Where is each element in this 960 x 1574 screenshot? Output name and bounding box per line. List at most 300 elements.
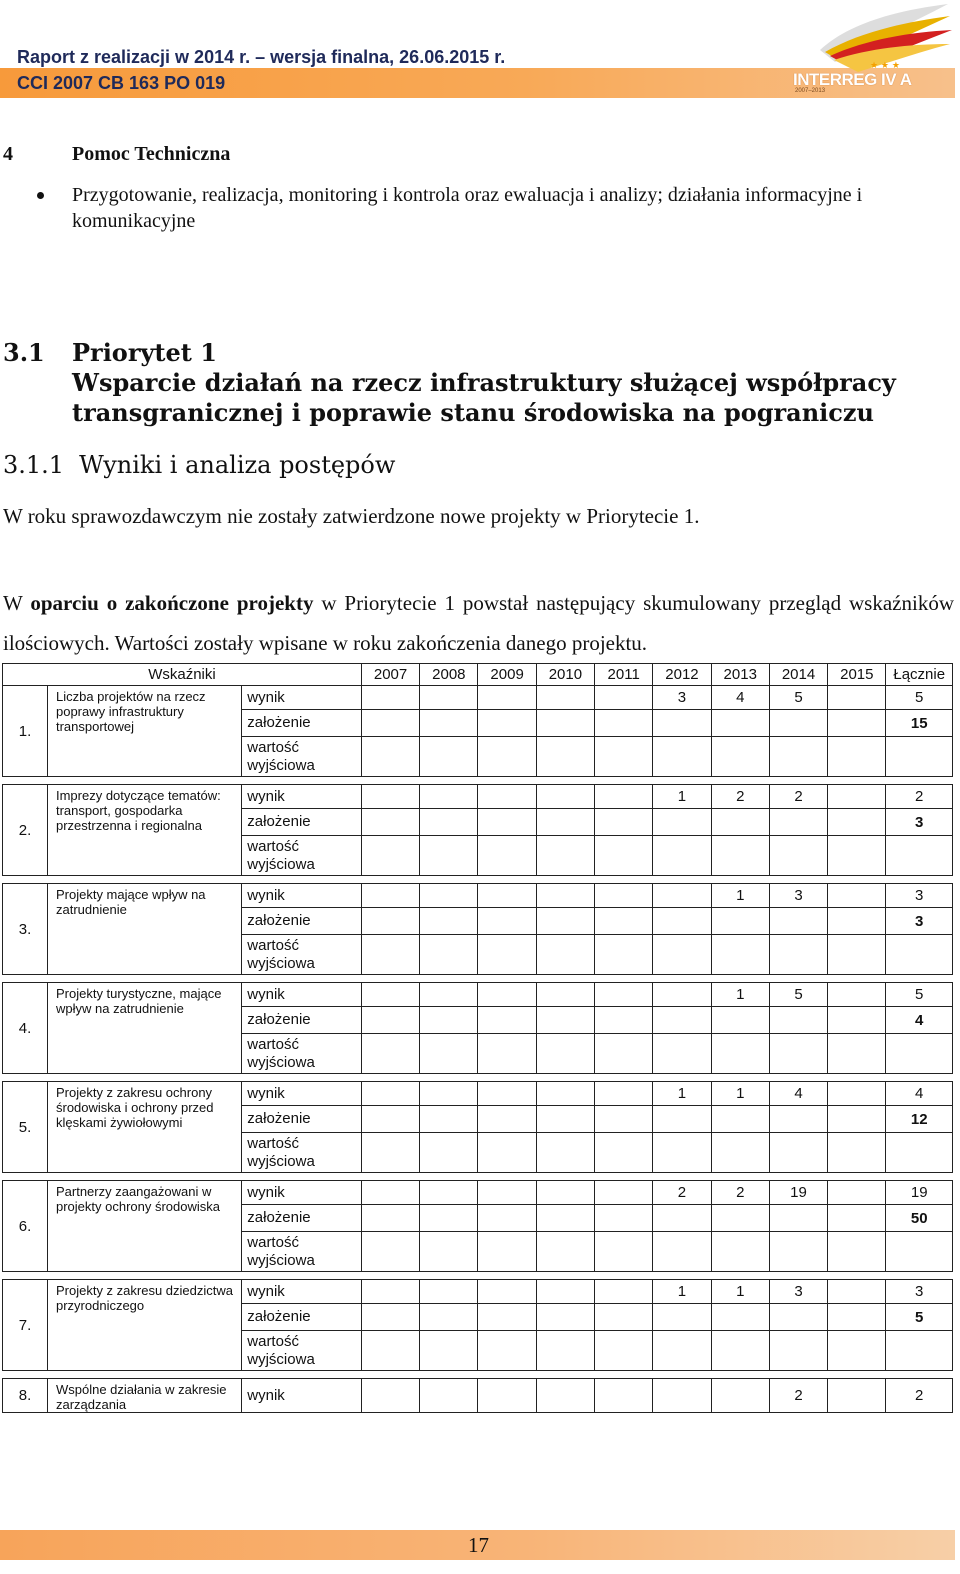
row-type-wartosc-wyjsciowa <box>242 1331 362 1371</box>
empty-cell <box>478 1007 536 1034</box>
year-value-cell <box>420 884 478 908</box>
year-value-cell <box>420 1181 478 1205</box>
empty-cell <box>420 935 478 975</box>
section-3-1-title <box>72 338 942 428</box>
year-value-cell <box>361 1082 419 1106</box>
header-year: 2011 <box>595 664 653 686</box>
empty-cell <box>478 1106 536 1133</box>
empty-cell <box>711 1133 769 1173</box>
year-value-cell: 5 <box>769 983 827 1007</box>
total-zalozenie: 12 <box>886 1106 953 1133</box>
empty-cell <box>478 737 536 777</box>
row-type-zalozenie: założenie <box>242 710 362 737</box>
year-value-cell <box>595 983 653 1007</box>
table-row <box>3 983 953 1007</box>
year-value-cell <box>595 1379 653 1413</box>
year-value-cell <box>536 1082 594 1106</box>
separator-cell <box>3 1272 953 1280</box>
empty-cell <box>420 809 478 836</box>
row-type-wynik: wynik <box>242 1280 362 1304</box>
empty-cell <box>769 1331 827 1371</box>
empty-cell <box>536 836 594 876</box>
paragraph-bold-phrase: oparciu o zakończone projekty <box>30 591 314 615</box>
indicator-name: Projekty z zakresu dziedzictwa przyrodniczego <box>47 1280 241 1371</box>
year-value-cell <box>828 884 886 908</box>
empty-cell <box>711 1106 769 1133</box>
row-type-wartosc-wyjsciowa <box>242 737 362 777</box>
year-value-cell <box>478 785 536 809</box>
empty-cell <box>711 737 769 777</box>
empty-cell <box>420 737 478 777</box>
table-row <box>3 1379 953 1413</box>
empty-cell <box>536 1205 594 1232</box>
row-type-wartosc-line2: wyjściowa <box>247 855 315 873</box>
empty-cell <box>828 1034 886 1074</box>
year-value-cell <box>828 1379 886 1413</box>
year-value-cell: 1 <box>711 884 769 908</box>
table-separator-row <box>3 777 953 785</box>
empty-cell <box>536 710 594 737</box>
empty-cell <box>653 935 711 975</box>
empty-cell <box>828 710 886 737</box>
empty-cell <box>536 1331 594 1371</box>
row-type-zalozenie: założenie <box>242 1106 362 1133</box>
empty-cell <box>769 710 827 737</box>
section-3-1-1-title: Wyniki i analiza postępów <box>79 451 396 479</box>
empty-cell <box>595 1007 653 1034</box>
separator-cell <box>3 1074 953 1082</box>
year-value-cell: 3 <box>653 686 711 710</box>
separator-cell <box>3 975 953 983</box>
empty-cell <box>769 1034 827 1074</box>
empty-cell <box>361 1007 419 1034</box>
year-value-cell: 2 <box>711 1181 769 1205</box>
empty-cell <box>420 1106 478 1133</box>
empty-cell <box>653 1232 711 1272</box>
empty-cell <box>595 1106 653 1133</box>
table-row <box>3 1082 953 1106</box>
indicator-number: 8. <box>3 1379 48 1413</box>
year-value-cell <box>595 1082 653 1106</box>
indicator-name: Projekty turystyczne, mające wpływ na zatrudnienie <box>47 983 241 1074</box>
table-separator-row <box>3 1173 953 1181</box>
indicator-number: 2. <box>3 785 48 876</box>
empty-cell <box>769 908 827 935</box>
empty-cell <box>711 809 769 836</box>
table-separator-row <box>3 1272 953 1280</box>
indicator-number: 7. <box>3 1280 48 1371</box>
year-value-cell: 1 <box>711 1082 769 1106</box>
indicator-number: 4. <box>3 983 48 1074</box>
total-wynik: 3 <box>886 1280 953 1304</box>
section-4-number: 4 <box>3 143 13 165</box>
header-report-title: Raport z realizacji w 2014 r. – wersja finalna, 26.06.2015 r. <box>17 47 506 67</box>
separator-cell <box>3 1371 953 1379</box>
empty-cell <box>595 1205 653 1232</box>
empty-cell <box>769 1205 827 1232</box>
empty-cell <box>420 1304 478 1331</box>
empty-cell <box>711 710 769 737</box>
empty-cell <box>828 1304 886 1331</box>
year-value-cell <box>420 983 478 1007</box>
empty-cell <box>361 1232 419 1272</box>
empty-cell <box>478 710 536 737</box>
paragraph-w: W <box>3 591 23 615</box>
empty-cell <box>828 836 886 876</box>
empty-cell <box>478 1205 536 1232</box>
year-value-cell <box>595 1280 653 1304</box>
total-zalozenie: 4 <box>886 1007 953 1034</box>
table-row <box>3 785 953 809</box>
empty-cell <box>536 1034 594 1074</box>
year-value-cell <box>361 884 419 908</box>
empty-cell <box>478 1304 536 1331</box>
row-type-zalozenie: założenie <box>242 809 362 836</box>
row-type-wartosc-wyjsciowa <box>242 1034 362 1074</box>
row-type-wynik: wynik <box>242 1181 362 1205</box>
year-value-cell <box>536 983 594 1007</box>
total-wartosc-empty <box>886 1232 953 1272</box>
year-value-cell <box>536 686 594 710</box>
empty-cell <box>769 1232 827 1272</box>
indicator-number: 3. <box>3 884 48 975</box>
empty-cell <box>595 836 653 876</box>
empty-cell <box>536 908 594 935</box>
empty-cell <box>828 1133 886 1173</box>
row-type-wartosc-line1: wartość <box>247 1035 299 1053</box>
row-type-wynik: wynik <box>242 686 362 710</box>
year-value-cell <box>828 1280 886 1304</box>
empty-cell <box>361 908 419 935</box>
year-value-cell <box>828 686 886 710</box>
empty-cell <box>361 1034 419 1074</box>
empty-cell <box>828 1007 886 1034</box>
total-wartosc-empty <box>886 935 953 975</box>
separator-cell <box>3 1173 953 1181</box>
header-year: 2012 <box>653 664 711 686</box>
empty-cell <box>361 710 419 737</box>
year-value-cell <box>536 785 594 809</box>
year-value-cell <box>361 983 419 1007</box>
row-type-wartosc-line2: wyjściowa <box>247 1350 315 1368</box>
empty-cell <box>478 809 536 836</box>
empty-cell <box>769 1106 827 1133</box>
empty-cell <box>711 1034 769 1074</box>
year-value-cell <box>478 1379 536 1413</box>
logo-years: 2007–2013 <box>795 88 826 94</box>
year-value-cell <box>828 1082 886 1106</box>
header-year: 2015 <box>828 664 886 686</box>
header-total: Łącznie <box>886 664 953 686</box>
year-value-cell: 1 <box>711 1280 769 1304</box>
year-value-cell <box>420 785 478 809</box>
empty-cell <box>828 908 886 935</box>
empty-cell <box>361 737 419 777</box>
empty-cell <box>420 1133 478 1173</box>
year-value-cell <box>361 785 419 809</box>
empty-cell <box>595 710 653 737</box>
row-type-zalozenie: założenie <box>242 1007 362 1034</box>
bullet-icon <box>37 192 44 199</box>
total-wynik: 2 <box>886 1379 953 1413</box>
header-year: 2008 <box>420 664 478 686</box>
year-value-cell: 2 <box>653 1181 711 1205</box>
page-header <box>0 0 960 100</box>
empty-cell <box>478 1331 536 1371</box>
empty-cell <box>361 1205 419 1232</box>
row-type-wartosc-line1: wartość <box>247 738 299 756</box>
year-value-cell <box>595 686 653 710</box>
header-cci-code: CCI 2007 CB 163 PO 019 <box>17 73 226 93</box>
year-value-cell <box>361 1181 419 1205</box>
indicators-table <box>2 663 953 1413</box>
row-type-wartosc-wyjsciowa <box>242 1133 362 1173</box>
section-3-1-title-line3: transgranicznej i poprawie stanu środowiska na pograniczu <box>72 398 874 427</box>
row-type-wartosc-line2: wyjściowa <box>247 1152 315 1170</box>
empty-cell <box>595 1034 653 1074</box>
table-separator-row <box>3 1074 953 1082</box>
year-value-cell <box>420 1379 478 1413</box>
indicator-name: Projekty mające wpływ na zatrudnienie <box>47 884 241 975</box>
empty-cell <box>711 908 769 935</box>
empty-cell <box>595 1304 653 1331</box>
empty-cell <box>420 1007 478 1034</box>
total-wynik: 5 <box>886 983 953 1007</box>
empty-cell <box>536 809 594 836</box>
empty-cell <box>361 1133 419 1173</box>
empty-cell <box>420 836 478 876</box>
row-type-wynik: wynik <box>242 983 362 1007</box>
empty-cell <box>536 1304 594 1331</box>
empty-cell <box>828 1331 886 1371</box>
indicator-number: 6. <box>3 1181 48 1272</box>
row-type-wynik: wynik <box>242 1379 362 1413</box>
year-value-cell: 2 <box>769 785 827 809</box>
year-value-cell: 1 <box>711 983 769 1007</box>
empty-cell <box>478 1232 536 1272</box>
section-4-title: Pomoc Techniczna <box>72 143 231 165</box>
empty-cell <box>536 1007 594 1034</box>
indicator-name: Wspólne działania w zakresie zarządzania <box>47 1379 241 1413</box>
total-zalozenie: 5 <box>886 1304 953 1331</box>
empty-cell <box>653 836 711 876</box>
empty-cell <box>595 1232 653 1272</box>
year-value-cell <box>478 1082 536 1106</box>
empty-cell <box>595 737 653 777</box>
year-value-cell <box>595 1181 653 1205</box>
year-value-cell <box>595 884 653 908</box>
empty-cell <box>828 1106 886 1133</box>
total-wynik: 4 <box>886 1082 953 1106</box>
empty-cell <box>653 1331 711 1371</box>
empty-cell <box>536 737 594 777</box>
empty-cell <box>828 1232 886 1272</box>
empty-cell <box>769 1304 827 1331</box>
empty-cell <box>361 1304 419 1331</box>
empty-cell <box>420 710 478 737</box>
table-separator-row <box>3 876 953 884</box>
year-value-cell <box>828 1181 886 1205</box>
empty-cell <box>769 809 827 836</box>
paragraph-cumulative-overview <box>3 583 954 663</box>
row-type-wartosc-line2: wyjściowa <box>247 1251 315 1269</box>
total-zalozenie: 15 <box>886 710 953 737</box>
total-wartosc-empty <box>886 1034 953 1074</box>
empty-cell <box>653 1034 711 1074</box>
empty-cell <box>711 1304 769 1331</box>
year-value-cell <box>536 1181 594 1205</box>
year-value-cell: 3 <box>769 1280 827 1304</box>
empty-cell <box>536 935 594 975</box>
total-zalozenie: 50 <box>886 1205 953 1232</box>
header-year: 2009 <box>478 664 536 686</box>
empty-cell <box>711 836 769 876</box>
section-3-1-title-line1: Priorytet 1 <box>72 338 217 367</box>
total-wynik: 19 <box>886 1181 953 1205</box>
total-wynik: 3 <box>886 884 953 908</box>
header-year: 2007 <box>361 664 419 686</box>
header-year: 2013 <box>711 664 769 686</box>
year-value-cell <box>420 1082 478 1106</box>
year-value-cell <box>653 983 711 1007</box>
total-wynik: 2 <box>886 785 953 809</box>
empty-cell <box>536 1106 594 1133</box>
empty-cell <box>828 809 886 836</box>
year-value-cell <box>478 983 536 1007</box>
empty-cell <box>420 1331 478 1371</box>
empty-cell <box>361 935 419 975</box>
row-type-zalozenie: założenie <box>242 1304 362 1331</box>
year-value-cell: 1 <box>653 1280 711 1304</box>
empty-cell <box>361 809 419 836</box>
empty-cell <box>711 1331 769 1371</box>
empty-cell <box>769 836 827 876</box>
indicator-name: Partnerzy zaangażowani w projekty ochrony środowiska <box>47 1181 241 1272</box>
row-type-zalozenie: założenie <box>242 908 362 935</box>
table-row <box>3 1181 953 1205</box>
empty-cell <box>420 908 478 935</box>
empty-cell <box>478 1034 536 1074</box>
empty-cell <box>595 908 653 935</box>
year-value-cell: 2 <box>711 785 769 809</box>
empty-cell <box>653 1106 711 1133</box>
total-zalozenie: 3 <box>886 908 953 935</box>
empty-cell <box>361 1106 419 1133</box>
empty-cell <box>653 710 711 737</box>
row-type-wartosc-line2: wyjściowa <box>247 756 315 774</box>
empty-cell <box>478 836 536 876</box>
section-3-1-1-number: 3.1.1 <box>3 451 65 479</box>
year-value-cell <box>536 884 594 908</box>
section-4-bullet: Przygotowanie, realizacja, monitoring i kontrola oraz ewaluacja i analizy; działania informacyjne i komunikacyjne <box>72 184 863 232</box>
page-number: 17 <box>468 1533 489 1557</box>
row-type-wartosc-line2: wyjściowa <box>247 1053 315 1071</box>
year-value-cell <box>595 785 653 809</box>
empty-cell <box>536 1232 594 1272</box>
year-value-cell: 19 <box>769 1181 827 1205</box>
indicator-name: Projekty z zakresu ochrony środowiska i ochrony przed klęskami żywiołowymi <box>47 1082 241 1173</box>
year-value-cell <box>536 1280 594 1304</box>
section-3-1-1-heading <box>3 451 395 479</box>
empty-cell <box>769 1007 827 1034</box>
empty-cell <box>420 1205 478 1232</box>
year-value-cell: 1 <box>653 785 711 809</box>
empty-cell <box>361 1331 419 1371</box>
empty-cell <box>769 935 827 975</box>
table-separator-row <box>3 1371 953 1379</box>
row-type-wartosc-line2: wyjściowa <box>247 954 315 972</box>
indicator-number: 1. <box>3 686 48 777</box>
year-value-cell: 2 <box>769 1379 827 1413</box>
row-type-wartosc-line1: wartość <box>247 837 299 855</box>
empty-cell <box>595 1133 653 1173</box>
empty-cell <box>711 1007 769 1034</box>
total-wartosc-empty <box>886 1331 953 1371</box>
empty-cell <box>595 809 653 836</box>
year-value-cell: 4 <box>769 1082 827 1106</box>
logo-label: INTERREG IV A <box>793 70 912 89</box>
empty-cell <box>653 1133 711 1173</box>
header-year: 2014 <box>769 664 827 686</box>
row-type-wartosc-line1: wartość <box>247 1233 299 1251</box>
year-value-cell <box>828 983 886 1007</box>
year-value-cell <box>653 884 711 908</box>
section-3-1-title-line2: Wsparcie działań na rzecz infrastruktury służącej współpracy <box>72 368 896 397</box>
row-type-wartosc-wyjsciowa <box>242 836 362 876</box>
year-value-cell <box>828 785 886 809</box>
empty-cell <box>653 1007 711 1034</box>
empty-cell <box>828 737 886 777</box>
separator-cell <box>3 777 953 785</box>
empty-cell <box>478 908 536 935</box>
total-wynik: 5 <box>886 686 953 710</box>
row-type-wartosc-line1: wartość <box>247 1134 299 1152</box>
row-type-wartosc-line1: wartość <box>247 1332 299 1350</box>
year-value-cell <box>361 686 419 710</box>
row-type-wynik: wynik <box>242 1082 362 1106</box>
year-value-cell: 5 <box>769 686 827 710</box>
year-value-cell <box>478 1280 536 1304</box>
year-value-cell <box>653 1379 711 1413</box>
row-type-wartosc-line1: wartość <box>247 936 299 954</box>
empty-cell <box>828 935 886 975</box>
indicator-name: Liczba projektów na rzecz poprawy infrastruktury transportowej <box>47 686 241 777</box>
indicator-number: 5. <box>3 1082 48 1173</box>
year-value-cell <box>536 1379 594 1413</box>
year-value-cell: 3 <box>769 884 827 908</box>
empty-cell <box>769 737 827 777</box>
empty-cell <box>711 1232 769 1272</box>
separator-cell <box>3 876 953 884</box>
total-wartosc-empty <box>886 1133 953 1173</box>
year-value-cell <box>711 1379 769 1413</box>
indicator-name: Imprezy dotyczące tematów: transport, gospodarka przestrzenna i regionalna <box>47 785 241 876</box>
empty-cell <box>828 1205 886 1232</box>
total-wartosc-empty <box>886 836 953 876</box>
year-value-cell: 4 <box>711 686 769 710</box>
empty-cell <box>595 1331 653 1371</box>
total-zalozenie: 3 <box>886 809 953 836</box>
empty-cell <box>653 809 711 836</box>
empty-cell <box>420 1232 478 1272</box>
row-type-wynik: wynik <box>242 785 362 809</box>
header-indicators: Wskaźniki <box>3 664 362 686</box>
empty-cell <box>653 908 711 935</box>
paragraph-rest: w Priorytecie 1 powstał następujący skumulowany przegląd wskaźników ilościowych. Wartości zostały wpisane w roku zakończenia danego projektu. <box>3 591 954 655</box>
year-value-cell <box>478 686 536 710</box>
table-row <box>3 1280 953 1304</box>
year-value-cell <box>361 1379 419 1413</box>
